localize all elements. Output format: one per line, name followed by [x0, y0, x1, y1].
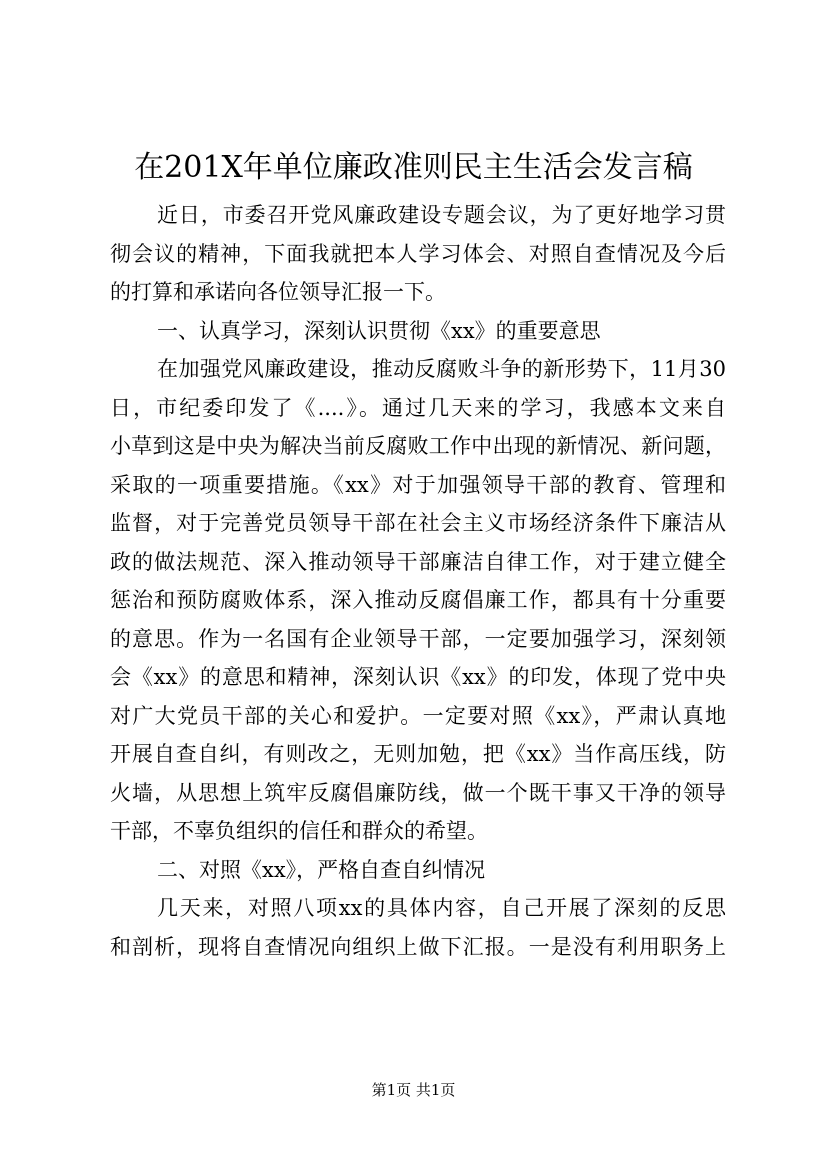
body-line: 惩治和预防腐败体系，深入推动反腐倡廉工作，都具有十分重要 — [110, 588, 726, 612]
body-line: 干部，不辜负组织的信任和群众的希望。 — [110, 819, 488, 843]
body-line: 一、认真学习，深刻认识贯彻《xx》的重要意思 — [157, 318, 601, 343]
document-title: 在201X年单位廉政准则民主生活会发言稿 — [134, 150, 693, 185]
body-line: 对广大党员干部的关心和爱护。一定要对照《xx》，严肃认真地 — [110, 703, 726, 728]
body-line: 政的做法规范、深入推动领导干部廉洁自律工作，对于建立健全 — [110, 549, 726, 574]
body-line: 二、对照《xx》，严格自查自纠情况 — [157, 857, 486, 882]
body-line: 的打算和承诺向各位领导汇报一下。 — [110, 280, 446, 304]
body-line: 的意思。作为一名国有企业领导干部，一定要加强学习，深刻领 — [110, 626, 726, 651]
body-line: 火墙，从思想上筑牢反腐倡廉防线，做一个既干事又干净的领导 — [110, 780, 726, 805]
body-line: 日，市纪委印发了《....》。通过几天来的学习，我感本文来自 — [110, 395, 726, 420]
document-body — [110, 196, 726, 966]
body-line: 在加强党风廉政建设，推动反腐败斗争的新形势下，11月30 — [157, 357, 726, 381]
body-line: 小草到这是中央为解决当前反腐败工作中出现的新情况、新问题， — [110, 434, 726, 458]
body-line: 采取的一项重要措施。《xx》对于加强领导干部的教育、管理和 — [110, 472, 726, 497]
body-line: 会《xx》的意思和精神，深刻认识《xx》的印发，体现了党中央 — [110, 665, 726, 689]
body-line: 开展自查自纠，有则改之，无则加勉，把《xx》当作高压线，防 — [110, 742, 726, 766]
body-line: 近日，市委召开党风廉政建设专题会议，为了更好地学习贯 — [157, 203, 726, 227]
body-line: 彻会议的精神，下面我就把本人学习体会、对照自查情况及今后 — [110, 241, 726, 266]
body-line: 和剖析，现将自查情况向组织上做下汇报。一是没有利用职务上 — [110, 934, 726, 959]
page-footer: 第1页 共1页 — [371, 1081, 456, 1099]
body-line: 几天来，对照八项xx的具体内容，自己开展了深刻的反思 — [157, 896, 726, 920]
body-line: 监督，对于完善党员领导干部在社会主义市场经济条件下廉洁从 — [110, 511, 726, 535]
